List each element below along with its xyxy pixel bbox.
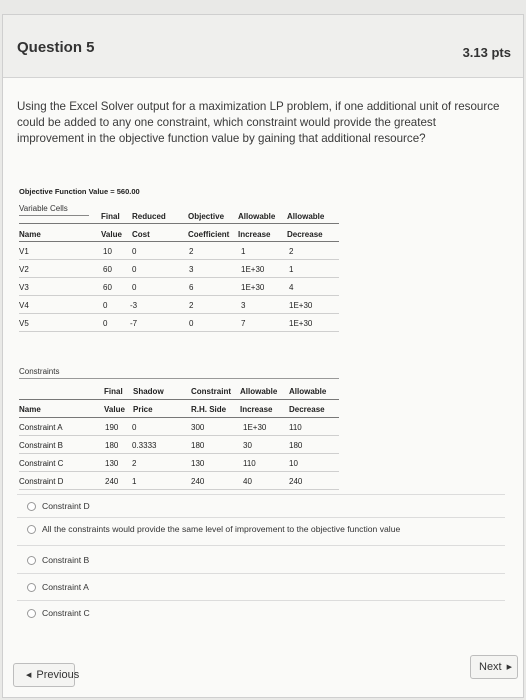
divider [17, 573, 505, 574]
col-header: Price [133, 405, 153, 414]
cell-price: 2 [132, 459, 137, 468]
row-divider [19, 489, 339, 490]
question-points: 3.13 pts [462, 45, 511, 60]
cell-value: 60 [103, 283, 112, 292]
row-divider [19, 259, 339, 260]
cell-value: 0 [103, 301, 108, 310]
previous-button[interactable] [13, 663, 80, 687]
col-header: Decrease [289, 405, 325, 414]
cell-value: 60 [103, 265, 112, 274]
cell-inc: 1E+30 [241, 265, 265, 274]
cell-value: 0 [103, 319, 108, 328]
next-label: Next [479, 661, 502, 673]
cell-rhs: 180 [191, 441, 205, 450]
cell-coef: 6 [189, 283, 194, 292]
divider [19, 378, 339, 379]
cell-name: Constraint A [19, 423, 63, 432]
col-header: Allowable [238, 212, 276, 221]
row-divider [19, 471, 339, 472]
divider [19, 417, 339, 418]
constraints-label: Constraints [19, 367, 60, 376]
answer-label: All the constraints would provide the same level of improvement to the objective function value [42, 524, 401, 534]
cell-rhs: 240 [191, 477, 205, 486]
objective-function-value: Objective Function Value = 560.00 [19, 187, 140, 196]
col-header: Allowable [289, 387, 327, 396]
col-header: Constraint [191, 387, 231, 396]
col-header: R.H. Side [191, 405, 227, 414]
divider [17, 517, 505, 518]
cell-cost: 0 [132, 265, 137, 274]
question-title: Question 5 [17, 39, 95, 56]
cell-inc: 30 [243, 441, 252, 450]
cell-inc: 3 [241, 301, 246, 310]
chevron-left-icon: ◀ [26, 672, 32, 679]
answer-option-constraint-b[interactable] [27, 553, 89, 567]
col-header: Shadow [133, 387, 164, 396]
answer-label: Constraint C [42, 608, 90, 618]
cell-name: Constraint B [19, 441, 64, 450]
cell-inc: 1E+30 [243, 423, 267, 432]
cell-value: 190 [105, 423, 119, 432]
radio-button[interactable] [27, 502, 36, 511]
radio-button[interactable] [27, 609, 36, 618]
cell-coef: 2 [189, 247, 194, 256]
answer-label: Constraint D [42, 501, 90, 511]
cell-price: 1 [132, 477, 137, 486]
col-header: Cost [132, 230, 150, 239]
divider [19, 215, 89, 216]
cell-value: 180 [105, 441, 119, 450]
next-button[interactable] [470, 655, 518, 679]
cell-price: 0.3333 [132, 441, 157, 450]
cell-cost: 0 [132, 247, 137, 256]
row-divider [19, 453, 339, 454]
radio-button[interactable] [27, 583, 36, 592]
question-header [3, 15, 523, 78]
cell-rhs: 130 [191, 459, 205, 468]
cell-dec: 10 [289, 459, 298, 468]
cell-name: Constraint D [19, 477, 64, 486]
answer-option-constraint-d[interactable] [27, 499, 90, 513]
answer-option-constraint-c[interactable] [27, 606, 90, 620]
cell-dec: 180 [289, 441, 303, 450]
cell-value: 10 [103, 247, 112, 256]
cell-dec: 4 [289, 283, 294, 292]
cell-dec: 240 [289, 477, 303, 486]
cell-name: V3 [19, 283, 29, 292]
radio-button[interactable] [27, 556, 36, 565]
divider [17, 545, 505, 546]
previous-label: Previous [36, 669, 80, 681]
question-card [2, 14, 524, 698]
cell-name: V2 [19, 265, 29, 274]
divider [19, 241, 339, 242]
col-header: Reduced [132, 212, 166, 221]
cell-inc: 1 [241, 247, 246, 256]
col-header: Allowable [287, 212, 325, 221]
cell-value: 240 [105, 477, 119, 486]
col-header: Name [19, 405, 41, 414]
cell-inc: 7 [241, 319, 246, 328]
col-header: Value [104, 405, 125, 414]
col-header: Final [104, 387, 123, 396]
variable-cells-label: Variable Cells [19, 204, 68, 213]
question-text: Using the Excel Solver output for a maximization LP problem, if one additional unit of resource could be added to any one constraint, which constraint would provide the greatest improvement in the objective function value by gaining that additional resource? [17, 100, 500, 145]
cell-coef: 2 [189, 301, 194, 310]
cell-inc: 40 [243, 477, 252, 486]
cell-dec: 1 [289, 265, 294, 274]
answer-option-constraint-a[interactable] [27, 580, 89, 594]
row-divider [19, 435, 339, 436]
chevron-right-icon: ▶ [506, 664, 513, 671]
row-divider [19, 277, 339, 278]
cell-coef: 3 [189, 265, 194, 274]
col-header: Increase [238, 230, 271, 239]
cell-name: V4 [19, 301, 29, 310]
divider [17, 494, 505, 495]
cell-dec: 2 [289, 247, 294, 256]
divider [19, 223, 339, 224]
col-header: Final [101, 212, 120, 221]
answer-label: Constraint A [42, 582, 89, 592]
cell-dec: 1E+30 [289, 319, 313, 328]
cell-inc: 110 [243, 459, 256, 468]
cell-dec: 1E+30 [289, 301, 313, 310]
cell-rhs: 300 [191, 423, 205, 432]
cell-coef: 0 [189, 319, 194, 328]
col-header: Allowable [240, 387, 278, 396]
col-header: Increase [240, 405, 273, 414]
col-header: Decrease [287, 230, 323, 239]
cell-cost: -3 [130, 301, 138, 310]
row-divider [19, 313, 339, 314]
cell-cost: 0 [132, 283, 137, 292]
row-divider [19, 295, 339, 296]
cell-dec: 110 [289, 423, 302, 432]
col-header: Name [19, 230, 41, 239]
divider [17, 600, 505, 601]
cell-name: V1 [19, 247, 29, 256]
cell-name: Constraint C [19, 459, 64, 468]
cell-price: 0 [132, 423, 137, 432]
divider [19, 399, 339, 400]
cell-name: V5 [19, 319, 29, 328]
radio-button[interactable] [27, 525, 36, 534]
row-divider [19, 331, 339, 332]
col-header: Coefficient [188, 230, 230, 239]
answer-option-all-constraints[interactable] [27, 522, 400, 536]
answer-label: Constraint B [42, 555, 90, 565]
cell-value: 130 [105, 459, 119, 468]
cell-inc: 1E+30 [241, 283, 265, 292]
col-header: Value [101, 230, 122, 239]
cell-cost: -7 [130, 319, 138, 328]
col-header: Objective [188, 212, 225, 221]
